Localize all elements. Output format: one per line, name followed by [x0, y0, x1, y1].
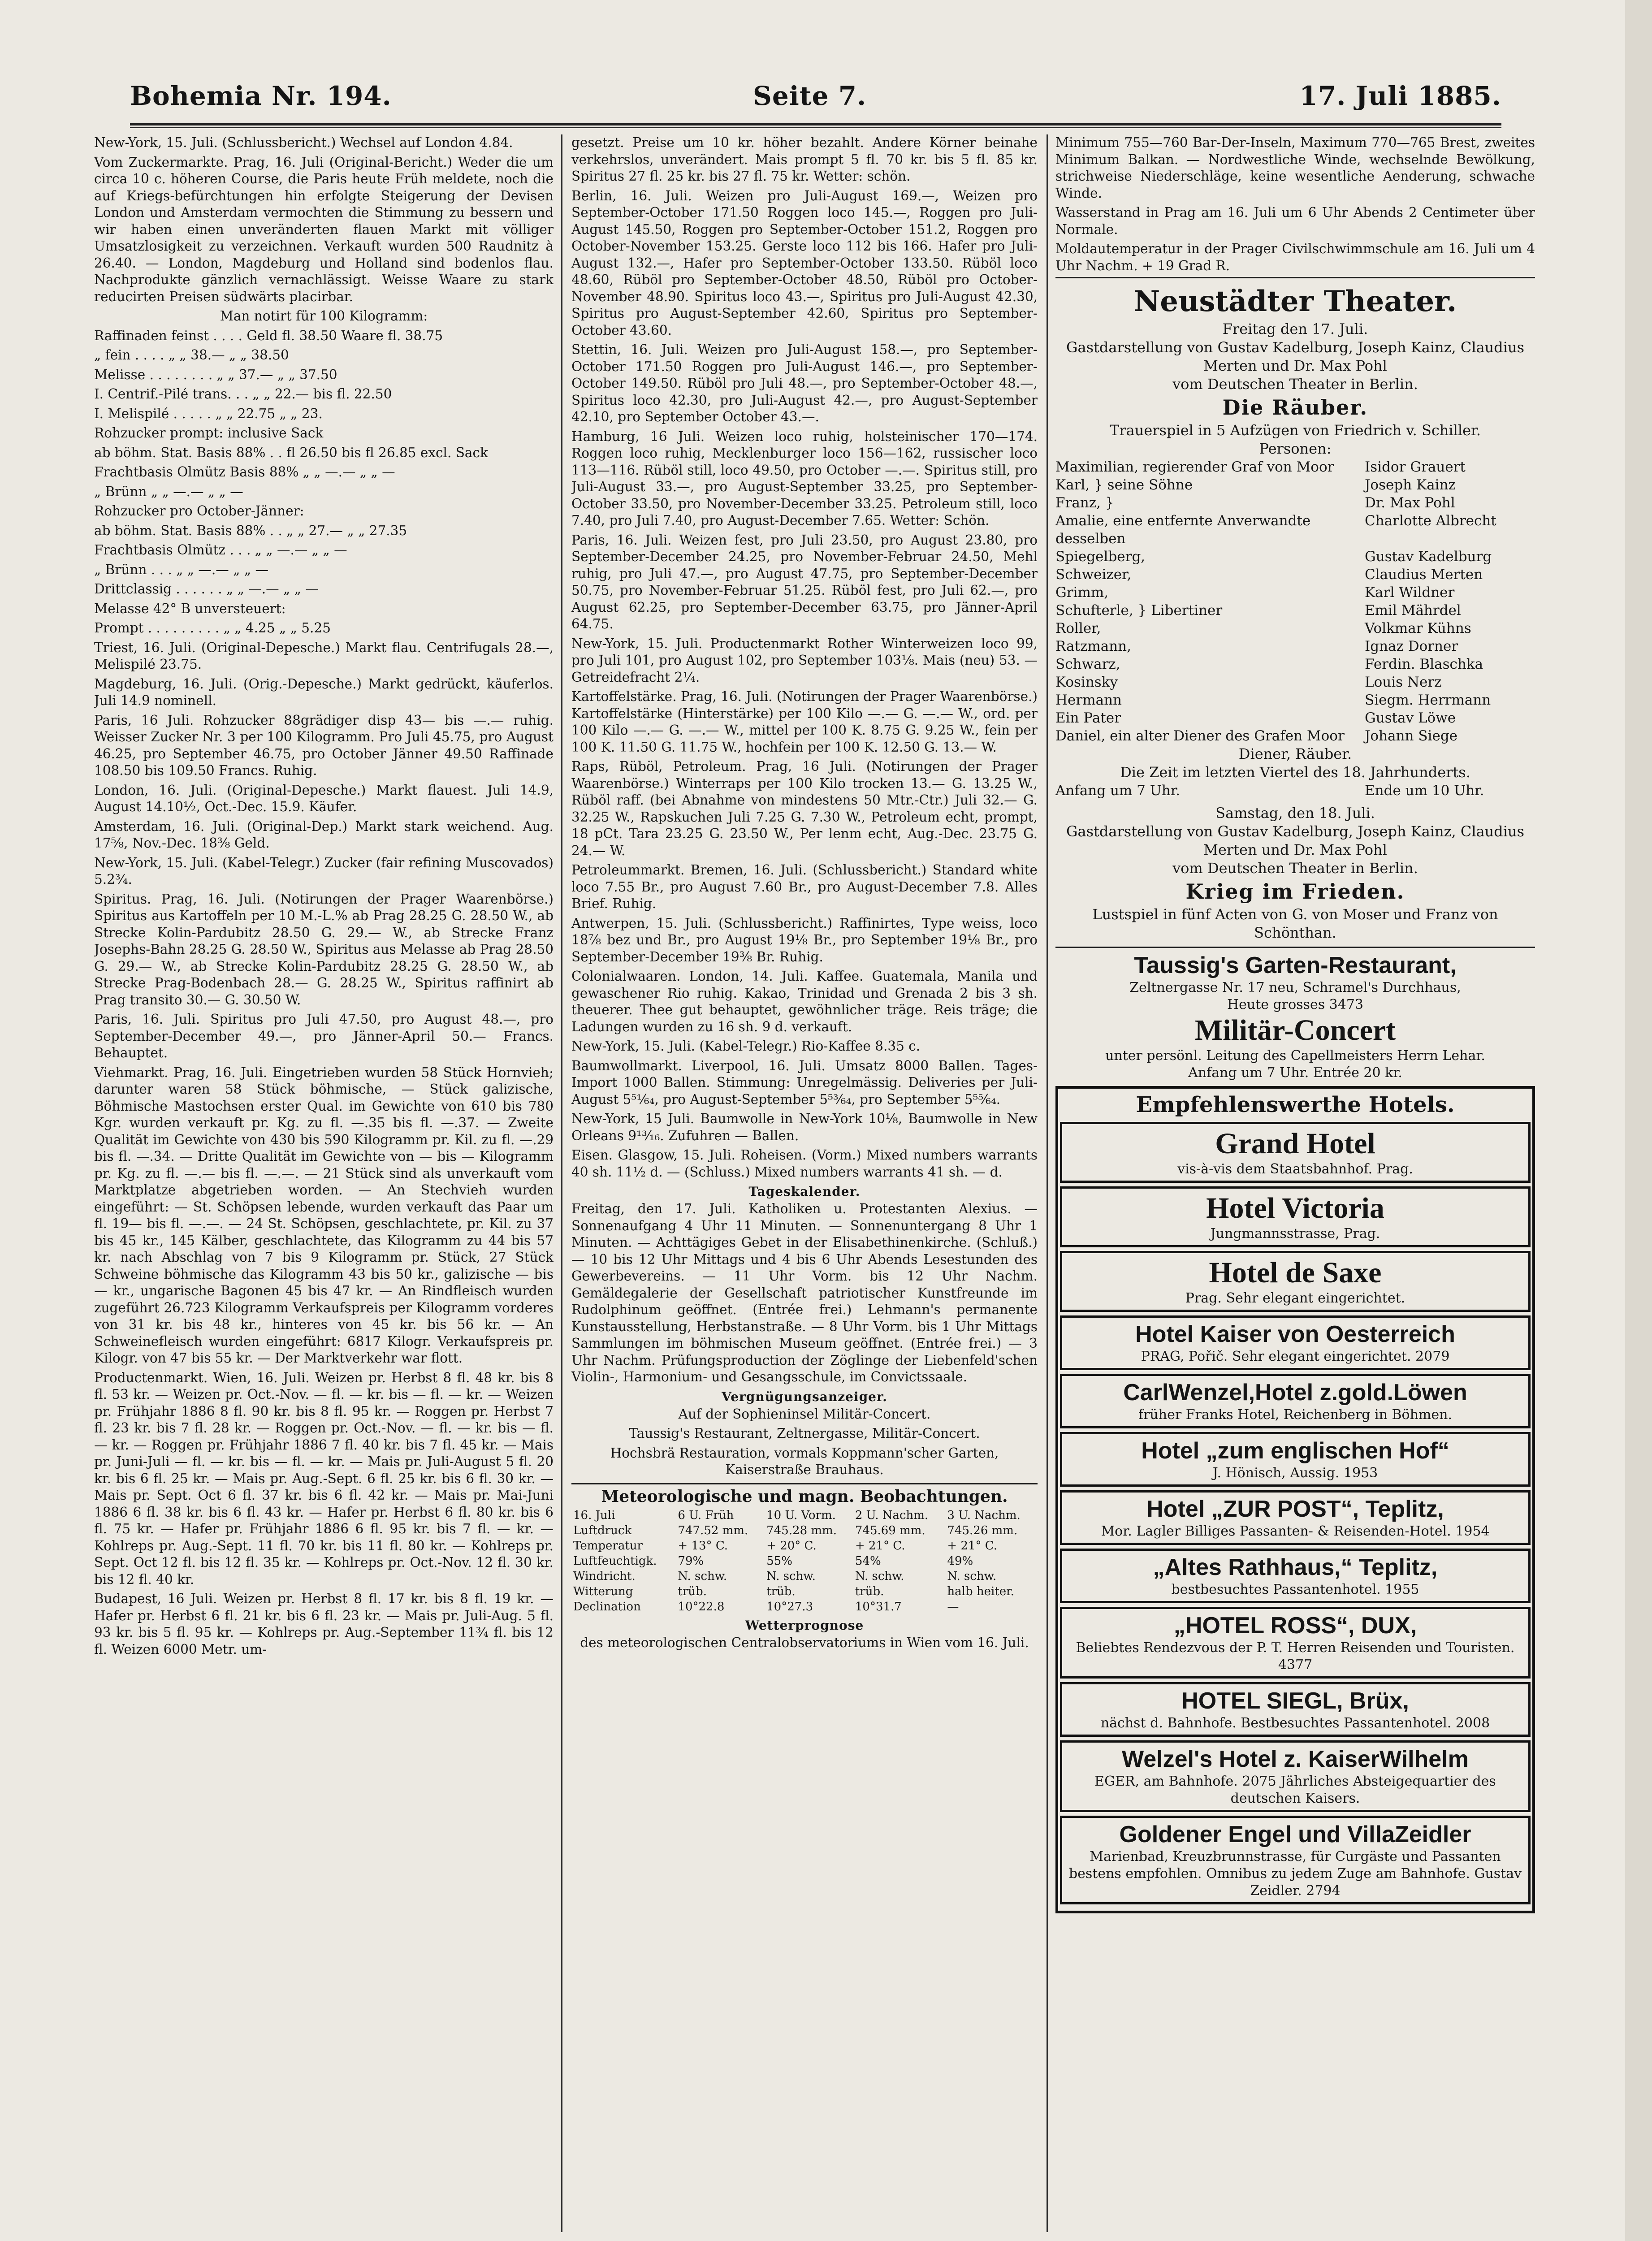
price-row: Prompt . . . . . . . . . „ „ 4.25 „ „ 5.25: [94, 620, 331, 636]
hotel-name: Hotel Kaiser von Oesterreich: [1135, 1321, 1455, 1347]
theater-title: Neustädter Theater.: [1133, 285, 1457, 318]
entertainment-item: Taussig's Restaurant, Zeltnergasse, Militär-Concert.: [629, 1426, 980, 1441]
role: Roller,: [1055, 620, 1101, 636]
meteo-cell: N. schw.: [947, 1569, 997, 1583]
meteo-row: [571, 1569, 1038, 1584]
cast-row: [1055, 655, 1535, 673]
role: Schufterle, } Libertiner: [1055, 602, 1223, 619]
price-row: ab böhm. Stat. Basis 88% . . „ „ 27.— „ „ 27.35: [94, 523, 407, 538]
cast-row: [1055, 727, 1535, 745]
role: Kosinsky: [1055, 674, 1118, 690]
market-paragraph: London, 16. Juli. (Original-Depesche.) Markt flauest. Juli 14.9, August 14.10½, Oct.-Dec. 15.9. Käufer.: [94, 782, 554, 814]
price-row: ab böhm. Stat. Basis 88% . . fl 26.50 bis fl 26.85 excl. Sack: [94, 445, 488, 460]
market-paragraph: Paris, 16. Juli. Spiritus pro Juli 47.50, pro August 48.—, pro September-December 49.—, pro Jänner-April 50.— Francs. Behauptet.: [94, 1012, 554, 1060]
column-market-reports-2: [571, 134, 1038, 2241]
hotel-sub: Marienbad, Kreuzbrunnstrasse, für Curgäste und Passanten bestens empfohlen. Omnibus zu jedem Zuge am Bahnhofe. Gustav Zeidler. 2794: [1068, 1849, 1522, 1899]
market-paragraph: Eisen. Glasgow, 15. Juli. Roheisen. (Vorm.) Mixed numbers warrants 40 sh. 11½ d. — (Schluss.) Mixed numbers warrants 41 sh. — d.: [571, 1147, 1038, 1180]
meteo-cell: 2 U. Nachm.: [855, 1508, 929, 1522]
meteo-cell: trüb.: [855, 1584, 884, 1598]
actor: Karl Wildner: [1365, 584, 1455, 601]
meteo-forecast-source: des meteorologischen Centralobservatoriums in Wien vom 16. Juli.: [580, 1635, 1029, 1650]
column-divider: [561, 134, 562, 2232]
market-paragraph: Kartoffelstärke. Prag, 16. Juli. (Notirungen der Prager Waarenbörse.) Kartoffelstärke (Hinterstärke) per 100 Kilo —.— G. —.— W., ord. per 100 Kilo —.— G. —.— W., mittel per 100 K. 8.75 G. 9.25 W., fein per 100 K. 11.50 G. 11.75 W., hochfein per 100 K. 12.50 G. 13.— W.: [571, 689, 1038, 755]
hotel-name: HOTEL SIEGL, Brüx,: [1181, 1688, 1409, 1714]
cast-row: [1055, 584, 1535, 601]
taussig-leader: unter persönl. Leitung des Capellmeisters Herrn Lehar.: [1105, 1048, 1485, 1064]
meteo-cell: N. schw.: [678, 1569, 727, 1583]
play-genre-2: Lustspiel in fünf Acten von G. von Moser und Franz von Schönthan.: [1092, 906, 1498, 941]
weather-paragraph: Minimum 755—760 Bar-Der-Inseln, Maximum 770—765 Brest, zweites Minimum Balkan. — Nordwestliche Winde, wechselnde Bewölkung, strichweise Niederschläge, keine wesentliche Aenderung, schwache Winde.: [1055, 135, 1535, 201]
theater-section: [1055, 277, 1535, 942]
actor: Gustav Kadelburg: [1365, 549, 1492, 565]
market-paragraph: Viehmarkt. Prag, 16. Juli. Eingetrieben wurden 58 Stück Hornvieh; darunter waren 58 Stück böhmische, — Stück galizische, Böhmische Mastochsen erster Qual. im Gewichte von 610 bis 780 Kgr. wurden verkauft pr. Kg. zu fl. —.35 bis fl. —.37. — Zweite Qualität im Gewichte von 430 bis 590 Kilogramm pr. Kil. zu fl. —.29 bis fl. —.34. — Dritte Qualität im Gewichte von — bis — Kilogramm pr. Kg. zu fl. —.— bis fl. —.—. — 21 Stück sind als unverkauft vom Marktplatze abgetrieben worden. — An Stechvieh wurden eingeführt: — St. Schöpsen lebende, wurden verkauft das Paar um fl. 19— bis fl. —.—. — 24 St. Schöpsen, geschlachtete, pr. Kil. zu 37 bis 45 kr., 145 Kälber, geschlachtete, das Kilogramm zu 44 bis 57 kr. nach Abschlag von 7 bis 9 Kilogramm pr. Stück, 27 Stück Schweine böhmische das Kilogramm 43 bis 50 kr., galizische — bis — kr., ungarische Bagonen 45 bis 47 kr. — An Rindfleisch wurden zugeführt 26.723 Kilogramm Verkaufspreis per Kilogramm vorderes von 31 kr. bis 48 kr., hinteres von 45 kr. bis 56 kr. — An Schweinefleisch wurden eingeführt: 6817 Kilogr. Verkaufspreis pr. Kilogr. von 47 bis 55 kr. — Der Marktverkehr war flott.: [94, 1064, 554, 1366]
meteo-cell: 10°22.8: [678, 1600, 725, 1614]
meteo-cell: Temperatur: [573, 1539, 643, 1553]
meteo-cell: 54%: [855, 1554, 881, 1568]
theater-guests-origin: vom Deutschen Theater in Berlin.: [1172, 376, 1418, 393]
hotel-name: Hotel „zum englischen Hof“: [1141, 1438, 1449, 1464]
meteo-cell: + 21° C.: [947, 1539, 998, 1553]
actor: Joseph Kainz: [1365, 477, 1456, 493]
meteo-cell: 10°31.7: [855, 1600, 902, 1614]
hotel-name: Hotel „ZUR POST“, Teplitz,: [1146, 1496, 1444, 1522]
meteo-cell: 745.26 mm.: [947, 1523, 1018, 1537]
taussig-address: Zeltnergasse Nr. 17 neu, Schramel's Durchhaus,: [1129, 980, 1461, 995]
hotel-sub: EGER, am Bahnhofe. 2075 Jährliches Absteigequartier des deutschen Kaisers.: [1094, 1774, 1496, 1806]
play-title: Die Räuber.: [1222, 395, 1368, 420]
cast-row: [1055, 637, 1535, 655]
meteo-cell: + 20° C.: [766, 1539, 817, 1553]
role: Schwarz,: [1055, 656, 1120, 672]
section-heading-entertainment: Vergnügungsanzeiger.: [722, 1389, 887, 1404]
role: Spiegelberg,: [1055, 549, 1146, 565]
calendar-paragraph: Freitag, den 17. Juli. Katholiken u. Protestanten Alexius. — Sonnenaufgang 4 Uhr 11 Minuten. — Sonnenuntergang 8 Uhr 1 Minuten. — Achttägiges Gebet in der Elisabethinenkirche. (Schluß.) — 10 bis 12 Uhr Mittags und 4 bis 6 Uhr Abends Lesestunden des Gewerbevereins. — 11 Uhr Vorm. bis 12 Uhr Nachm. Gemäldegalerie der Gesellschaft patriotischer Kunstfreunde im Rudolphinum geöffnet. (Entrée frei.) Lehmann's permanente Kunstausstellung, Herbstanstraße. — 8 Uhr Vorm. bis 1 Uhr Mittags Sammlungen im böhmischen Museum geöffnet. (Entrée frei.) — 3 Uhr Nachm. Prüfungsproduction der Zöglinge der Liebenfeld'schen Violin-, Harmonium- und Gesangsschule, im Convictssaale.: [571, 1201, 1038, 1384]
header-title: Bohemia Nr. 194.: [130, 81, 392, 111]
hotels-heading: Empfehlenswerthe Hotels.: [1136, 1092, 1455, 1117]
taussig-today: [1055, 996, 1535, 1013]
entertainment-item: Hochsbrä Restauration, vormals Koppmann'scher Garten, Kaiserstraße Brauhaus.: [610, 1445, 999, 1477]
hotel-sub: PRAG, Pořič. Sehr elegant eingerichtet. 2079: [1141, 1349, 1450, 1364]
price-row: Frachtbasis Olmütz . . . „ „ —.— „ „ —: [94, 542, 347, 558]
meteo-row: [571, 1538, 1038, 1553]
meteo-forecast-head: Wetterprognose: [745, 1618, 864, 1633]
meteo-cell: 745.69 mm.: [855, 1523, 925, 1537]
theater-period: Die Zeit im letzten Viertel des 18. Jahrhunderts.: [1120, 764, 1470, 781]
actor: Ferdin. Blaschka: [1365, 656, 1483, 672]
meteo-cell: Windricht.: [573, 1569, 636, 1583]
hotel-ad: [1060, 1816, 1531, 1904]
role: Grimm,: [1055, 584, 1109, 601]
price-row: Melasse 42° B unversteuert:: [94, 601, 286, 616]
role: Hermann: [1055, 692, 1122, 708]
meteo-cell: 6 U. Früh: [678, 1508, 734, 1522]
cast-row: [1055, 691, 1535, 709]
header-page-number: Seite 7.: [753, 81, 867, 111]
hotels-box: [1055, 1086, 1535, 1913]
hotel-name: Grand Hotel: [1215, 1127, 1375, 1160]
market-paragraph: New-York, 15 Juli. Baumwolle in New-York 10⅛, Baumwolle in New Orleans 9¹³⁄₁₆. Zufuhren — Ballen.: [571, 1111, 1038, 1143]
cast-row: [1055, 619, 1535, 637]
taussig-ad: [1055, 947, 1535, 1082]
column-divider: [1047, 134, 1048, 2232]
hotel-sub: vis-à-vis dem Staatsbahnhof. Prag.: [1177, 1161, 1413, 1177]
market-paragraph: Amsterdam, 16. Juli. (Original-Dep.) Markt stark weichend. Aug. 17⅝, Nov.-Dec. 18⅜ Geld.: [94, 818, 554, 851]
market-paragraph: Vom Zuckermarkte. Prag, 16. Juli (Original-Bericht.) Weder die um circa 10 c. höheren Course, die Paris heute Früh meldete, noch die auf Kriegs-befürchtungen hin erfolgte Steigerung der Devisen London und Amsterdam vermochten die Stimmung zu bessern und wir haben einen unveränderten flauen Markt mit völliger Umsatzlosigkeit zu verzeichnen. Verkauft wurden 500 Raudnitz à 26.40. — London, Magdeburg und Holland sind bodenlos flau. Nachprodukte gänzlich vernachlässigt. Weisse Waare zu stark reducirten Preisen südwärts placirbar.: [94, 154, 554, 304]
market-paragraph: Triest, 16. Juli. (Original-Depesche.) Markt flau. Centrifugals 28.—, Melispilé 23.75.: [94, 640, 554, 672]
hotel-name: CarlWenzel,Hotel z.gold.Löwen: [1123, 1380, 1467, 1406]
actor: Emil Mährdel: [1365, 602, 1461, 619]
role: Maximilian, regierender Graf von Moor: [1055, 459, 1334, 475]
taussig-name: Taussig's Garten-Restaurant,: [1134, 952, 1457, 978]
meteo-row: [571, 1523, 1038, 1538]
price-row: Frachtbasis Olmütz Basis 88% „ „ —.— „ „ —: [94, 464, 395, 480]
market-paragraph: Stettin, 16. Juli. Weizen pro Juli-August 158.—, pro September-October 171.50 Roggen pro Juli-August 146.—, pro September-October 149.50. Rüböl pro Juli 48.—, pro September-October 48.—, Spiritus loco 42.30, pro Juli-August 42.—, pro August-September 42.10, pro September October 43.—.: [571, 342, 1038, 424]
taussig-concert: Militär-Concert: [1194, 1014, 1396, 1047]
market-paragraph: Productenmarkt. Wien, 16. Juli. Weizen pr. Herbst 8 fl. 48 kr. bis 8 fl. 53 kr. — Weizen pr. Oct.-Nov. — fl. — kr. bis — fl. — kr. — Weizen pr. Frühjahr 1886 8 fl. 90 kr. bis 8 fl. 95 kr. — Roggen pr. Herbst 7 fl. 23 kr. bis 7 fl. 28 kr. — Roggen pr. Oct.-Nov. — fl. — kr. bis — fl. — kr. — Roggen pr. Frühjahr 1886 7 fl. 40 kr. bis 7 fl. 45 kr. — Mais pr. Juni-Juli — fl. — kr. bis — fl. — kr. — Mais pr. Juli-August 5 fl. 20 kr. bis 6 fl. 25 kr. — Mais pr. Aug.-Sept. 6 fl. 25 kr. bis 6 fl. 30 kr. — Mais pr. Sept. Oct 6 fl. 37 kr. bis 6 fl. 42 kr. — Mais pr. Mai-Juni 1886 6 fl. 38 kr. bis 6 fl. 43 kr. — Hafer pr. Herbst 6 fl. 80 kr. bis 6 fl. 75 kr. — Hafer pr. Frühjahr 1886 6 fl. 95 kr. bis 7 fl. — kr. — Kohlreps pr. Aug.-Sept. 11 fl. 70 kr. bis 11 fl. 80 kr. — Kohlreps pr. Sept. Oct 12 fl. bis 12 fl. 35 kr. — Kohlreps pr. Oct.-Nov. 12 fl. 30 kr. bis 12 fl. 40 kr.: [94, 1370, 554, 1587]
price-row: „ Brünn . . . „ „ —.— „ „ —: [94, 562, 268, 577]
meteo-cell: halb heiter.: [947, 1584, 1014, 1598]
start-time: Anfang um 7 Uhr.: [1055, 783, 1181, 799]
meteo-cell: + 21° C.: [855, 1539, 905, 1553]
hotel-ad: [1060, 1740, 1531, 1812]
header-rule: [130, 123, 1501, 125]
role: Karl, } seine Söhne: [1055, 477, 1193, 493]
market-paragraph: Berlin, 16. Juli. Weizen pro Juli-August 169.—, Weizen pro September-October 171.50 Roggen loco 145.—, Roggen pro Juli-August 145.50, Roggen pro September-October 151.2, Roggen pro October-November 153.25. Gerste loco 112 bis 166. Hafer pro Juli-August 132.—, Hafer pro September-October 133.50. Rüböl loco 48.60, Rüböl pro September-October 48.50, Rüböl pro October-November 48.90. Spiritus loco 43.—, Spiritus pro Juli-August 42.30, Spiritus pro August-September 42.60, Spiritus pro September-October 43.60.: [571, 188, 1038, 338]
hotel-ad: [1060, 1682, 1531, 1737]
actor: Volkmar Kühns: [1365, 620, 1471, 636]
meteo-row: [571, 1553, 1038, 1569]
meteo-cell: N. schw.: [766, 1569, 816, 1583]
actor: Louis Nerz: [1365, 674, 1442, 690]
hotel-ad: [1060, 1607, 1531, 1679]
hotel-name: Hotel de Saxe: [1209, 1256, 1382, 1289]
actor: Claudius Merten: [1365, 567, 1483, 583]
meteo-header-row: [571, 1508, 1038, 1523]
actor: Siegm. Herrmann: [1365, 692, 1491, 708]
meteo-cell: trüb.: [766, 1584, 796, 1598]
theater-date: Freitag den 17. Juli.: [1222, 320, 1368, 337]
header-date: 17. Juli 1885.: [1299, 81, 1501, 111]
actor: Gustav Löwe: [1365, 710, 1456, 726]
price-row: Melisse . . . . . . . . „ „ 37.— „ „ 37.50: [94, 367, 337, 382]
market-paragraph: Spiritus. Prag, 16. Juli. (Notirungen der Prager Waarenbörse.) Spiritus aus Kartoffeln per 10 M.-L.% ab Prag 28.25 G. 28.50 W., ab Strecke Kolin-Pardubitz 28.50 G. 29.— W., ab Strecke Franz Josephs-Bahn 28.25 G. 28.50 W., Spiritus aus Melasse ab Prag 28.50 G. 29.— W., ab Strecke Kolin-Pardubitz 28.25 G. 28.50 W., ab Strecke Prag-Bodenbach 28.— G. 28.25 W., Spiritus raffinirt ab Prag transito 30.— G. 30.50 W.: [94, 891, 554, 1008]
actor: Dr. Max Pohl: [1365, 495, 1455, 511]
meteo-cell: —: [947, 1600, 959, 1614]
cast-row: [1055, 476, 1535, 494]
water-level-paragraph: Wasserstand in Prag am 16. Juli um 6 Uhr Abends 2 Centimeter über Normale.: [1055, 205, 1535, 237]
meteo-cell: trüb.: [678, 1584, 707, 1598]
price-row: Rohzucker prompt: inclusive Sack: [94, 425, 324, 441]
play-genre: Trauerspiel in 5 Aufzügen von Friedrich v. Schiller.: [1109, 422, 1481, 439]
meteo-cell: Luftfeuchtigk.: [573, 1554, 657, 1568]
taussig-start: Anfang um 7 Uhr. Entrée 20 kr.: [1188, 1065, 1402, 1081]
market-paragraph: New-York, 15. Juli. Productenmarkt Rother Winterweizen loco 99, pro Juli 101, pro August 102, pro September 103⅛. Mais (neu) 53. — Getreidefracht 2¼.: [571, 636, 1038, 685]
hotel-sub: Mor. Lagler Billiges Passanten- & Reisenden-Hotel. 1954: [1101, 1523, 1490, 1539]
hotel-sub: Prag. Sehr elegant eingerichtet.: [1185, 1290, 1405, 1306]
price-row: Rohzucker pro October-Jänner:: [94, 503, 304, 519]
market-paragraph: Antwerpen, 15. Juli. (Schlussbericht.) Raffinirtes, Type weiss, loco 18⅞ bez und Br., pro August 19⅛ Br., pro September 19⅛ Br., pro September-December 19⅜ Br. Ruhig.: [571, 915, 1038, 965]
meteo-cell: 747.52 mm.: [678, 1523, 748, 1537]
meteo-cell: Luftdruck: [573, 1523, 632, 1537]
river-temperature-paragraph: Moldautemperatur in der Prager Civilschwimmschule am 16. Juli um 4 Uhr Nachm. + 19 Grad R.: [1055, 241, 1535, 273]
taussig-today-text: Heute grosses: [1227, 997, 1325, 1012]
column-notices-ads: [1055, 134, 1535, 2241]
cast-row: [1055, 548, 1535, 566]
hotel-name: Hotel Victoria: [1206, 1192, 1384, 1224]
market-paragraph: New-York, 15. Juli. (Kabel-Telegr.) Rio-Kaffee 8.35 c.: [571, 1038, 921, 1054]
hotel-ad: [1060, 1549, 1531, 1603]
meteo-cell: 49%: [947, 1554, 973, 1568]
cast-row: [1055, 458, 1535, 476]
hotel-name: Goldener Engel und VillaZeidler: [1119, 1821, 1471, 1847]
hotel-name: „Altes Rathhaus,“ Teplitz,: [1153, 1554, 1438, 1580]
end-time: Ende um 10 Uhr.: [1365, 783, 1484, 799]
market-paragraph: Baumwollmarkt. Liverpool, 16. Juli. Umsatz 8000 Ballen. Tages-Import 1000 Ballen. Stimmung: Unregelmässig. Deliveries per Juli-August 5⁵¹⁄₆₄, pro August-September 5⁵³⁄₆₄, pro September 5⁵⁵⁄₆₄.: [571, 1058, 1038, 1107]
hotel-ad: [1060, 1186, 1531, 1247]
meteo-cell: + 13° C.: [678, 1539, 728, 1553]
market-paragraph: Paris, 16 Juli. Rohzucker 88grädiger disp 43— bis —.— ruhig. Weisser Zucker Nr. 3 per 100 Kilogramm. Pro Juli 45.75, pro August 46.25, pro September 46.75, pro October Jänner 49.50 Raffinade 108.50 bis 109.50 Francs. Ruhig.: [94, 712, 554, 778]
role: Ein Pater: [1055, 710, 1121, 726]
meteo-cell: N. schw.: [855, 1569, 904, 1583]
price-row: „ Brünn „ „ —.— „ „ —: [94, 484, 243, 499]
hotel-name: Welzel's Hotel z. KaiserWilhelm: [1122, 1746, 1469, 1772]
meteo-row: [571, 1584, 1038, 1599]
hotel-ad: [1060, 1251, 1531, 1312]
theater-times: [1055, 782, 1535, 800]
cast-row: [1055, 566, 1535, 584]
market-paragraph: Petroleummarkt. Bremen, 16. Juli. (Schlussbericht.) Standard white loco 7.55 Br., pro August 7.60 Br., pro August-December 7.8. Alles Brief. Ruhig.: [571, 862, 1038, 911]
hotel-sub: bestbesuchtes Passantenhotel. 1955: [1171, 1582, 1419, 1597]
cast-row: [1055, 673, 1535, 691]
page-edge: [1625, 0, 1652, 2241]
actor: Ignaz Dorner: [1365, 638, 1458, 654]
market-paragraph: New-York, 15. Juli. (Kabel-Telegr.) Zucker (fair refining Muscovados) 5.2¾.: [94, 855, 554, 887]
meteo-cell: 16. Juli: [573, 1508, 615, 1522]
hotel-ad: [1060, 1432, 1531, 1487]
hotel-sub: Jungmannsstrasse, Prag.: [1210, 1226, 1380, 1242]
theater-extras: Diener, Räuber.: [1238, 745, 1352, 762]
market-paragraph: Hamburg, 16 Juli. Weizen loco ruhig, holsteinischer 170—174. Roggen loco ruhig, Mecklenburger loco 156—162, russischer loco 113—116. Rüböl still, loco 49.50, pro October —.—. Spiritus still, pro Juli-August 33.—, pro August-September 33.25, pro September-October 33.50, pro November-December 33.25. Petroleum still, loco 7.40, pro Juli 7.40, pro August-December 7.65. Wetter: Schön.: [571, 428, 1038, 528]
play-title-2: Krieg im Frieden.: [1185, 879, 1405, 904]
hotel-ad: [1060, 1315, 1531, 1370]
hotel-sub: früher Franks Hotel, Reichenberg in Böhmen.: [1138, 1407, 1452, 1423]
cast-row: [1055, 601, 1535, 619]
market-paragraph: New-York, 15. Juli. (Schlussbericht.) Wechsel auf London 4.84.: [94, 135, 513, 150]
cast-row: [1055, 494, 1535, 512]
meteo-cell: 745.28 mm.: [766, 1523, 837, 1537]
theater-date-2: Samstag, den 18. Juli.: [1215, 805, 1375, 822]
meteo-title: Meteorologische und magn. Beobachtungen.: [571, 1483, 1038, 1506]
persons-heading: Personen:: [1259, 440, 1332, 457]
page-header: [130, 81, 1501, 130]
meteo-cell: Declination: [573, 1600, 641, 1614]
role: Schweizer,: [1055, 567, 1132, 583]
market-paragraph: Magdeburg, 16. Juli. (Orig.-Depesche.) Markt gedrückt, käuferlos. Juli 14.9 nominell.: [94, 676, 554, 708]
meteo-cell: 55%: [766, 1554, 792, 1568]
cast-row: [1055, 512, 1535, 548]
meteo-cell: 79%: [678, 1554, 704, 1568]
hotel-ad: [1060, 1374, 1531, 1428]
price-row: I. Centrif.-Pilé trans. . . „ „ 22.— bis fl. 22.50: [94, 386, 392, 402]
meteo-cell: 10 U. Vorm.: [766, 1508, 836, 1522]
taussig-number: 3473: [1329, 997, 1364, 1012]
theater-guests: Gastdarstellung von Gustav Kadelburg, Joseph Kainz, Claudius Merten und Dr. Max Pohl: [1066, 339, 1524, 374]
meteo-cell: 10°27.3: [766, 1600, 813, 1614]
market-paragraph: gesetzt. Preise um 10 kr. höher bezahlt. Andere Körner beinahe verkehrslos, unverändert. Mais prompt 5 fl. 70 kr. bis 5 fl. 85 kr. Spiritus 27 fl. 25 kr. bis 27 fl. 75 kr. Wetter: schön.: [571, 135, 1038, 184]
header-rule-thin: [130, 127, 1501, 128]
role: Franz, }: [1055, 495, 1114, 511]
hotel-sub: J. Hönisch, Aussig. 1953: [1212, 1465, 1378, 1481]
actor: Johann Siege: [1365, 728, 1458, 744]
hotel-sub: Beliebtes Rendezvous der P. T. Herren Reisenden und Touristen. 4377: [1076, 1640, 1515, 1673]
hotel-sub: nächst d. Bahnhofe. Bestbesuchtes Passantenhotel. 2008: [1100, 1715, 1490, 1731]
price-row: Drittclassig . . . . . . „ „ —.— „ „ —: [94, 581, 319, 597]
section-heading-calendar: Tageskalender.: [748, 1184, 861, 1199]
entertainment-item: Auf der Sophieninsel Militär-Concert.: [678, 1406, 931, 1422]
price-row: I. Melispilé . . . . . „ „ 22.75 „ „ 23.: [94, 406, 323, 421]
price-table-head: Man notirt für 100 Kilogramm:: [220, 308, 428, 324]
role: Amalie, eine entfernte Anverwandte desselben: [1055, 513, 1311, 547]
hotel-name: „HOTEL ROSS“, DUX,: [1173, 1613, 1417, 1639]
hotel-ad: [1060, 1490, 1531, 1545]
market-paragraph: Raps, Rüböl, Petroleum. Prag, 16 Juli. (Notirungen der Prager Waarenbörse.) Winterraps per 100 Kilo trocken 13.— G. 13.25 W., Rüböl raff. (bei Abnahme von mindestens 50 Mtr.-Ctr.) Juli 32.— G. 32.25 W., Rapskuchen Juli 7.25 G. 7.30 W., Petroleum echt, prompt, 18 pCt. Tara 23.25 G. 23.50 W., Per lenm echt, Aug.-Dec. 23.75 G. 24.— W.: [571, 759, 1038, 858]
cast-row: [1055, 709, 1535, 727]
theater-guests-origin-2: vom Deutschen Theater in Berlin.: [1172, 860, 1418, 877]
role: Ratzmann,: [1055, 638, 1131, 654]
market-paragraph: Budapest, 16 Juli. Weizen pr. Herbst 8 fl. 17 kr. bis 8 fl. 19 kr. — Hafer pr. Herbst 6 fl. 21 kr. bis 6 fl. 23 kr. — Mais pr. Juli-Aug. 5 fl. 93 kr. bis 5 fl. 95 kr. — Kohlreps pr. Aug.-September 11¾ fl. bis 12 fl. Weizen 6000 Metr. um-: [94, 1591, 554, 1657]
market-paragraph: Colonialwaaren. London, 14. Juli. Kaffee. Guatemala, Manila und gewaschener Rio ruhig. Kakao, Trinidad und Grenada 2 bis 3 sh. theuerer. Thee gut behauptet, gewöhnlicher träge. Reis träge; die Ladungen wurden zu 16 sh. 9 d. verkauft.: [571, 969, 1038, 1034]
actor: Isidor Grauert: [1365, 459, 1466, 475]
theater-guests-2: Gastdarstellung von Gustav Kadelburg, Joseph Kainz, Claudius Merten und Dr. Max Pohl: [1066, 823, 1524, 858]
meteo-cell: Witterung: [573, 1584, 633, 1598]
meteo-row: [571, 1599, 1038, 1614]
market-paragraph: Paris, 16. Juli. Weizen fest, pro Juli 23.50, pro August 23.80, pro September-December 24.25, pro November-Februar 24.50, Mehl ruhig, pro Juli 47.—, pro August 47.75, pro September-December 50.75, pro November-Februar 51.25. Rüböl fest, pro Juli 62.—, pro August 62.25, pro September-December 63.75, pro Jänner-April 64.75.: [571, 532, 1038, 632]
price-row: „ fein . . . . „ „ 38.— „ „ 38.50: [94, 347, 289, 363]
meteo-cell: 3 U. Nachm.: [947, 1508, 1021, 1522]
hotel-ad: [1060, 1122, 1531, 1183]
price-row: Raffinaden feinst . . . . Geld fl. 38.50 Waare fl. 38.75: [94, 328, 443, 343]
actor: Charlotte Albrecht: [1365, 513, 1496, 529]
column-market-reports-1: [94, 134, 554, 2241]
meteo-table: [571, 1508, 1038, 1614]
role: Daniel, ein alter Diener des Grafen Moor: [1055, 728, 1345, 744]
